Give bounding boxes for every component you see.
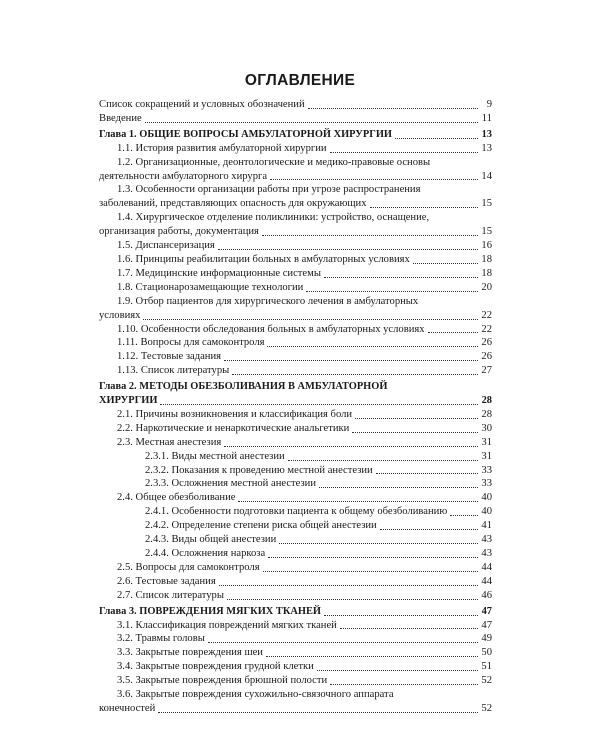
toc-entry-text: деятельности амбулаторного хирурга	[99, 170, 268, 182]
toc-entry-text: 2.6. Тестовые задания	[117, 575, 216, 587]
toc-page-number: 13	[481, 128, 492, 140]
toc-page-number: 13	[481, 142, 492, 154]
toc-entry-text: 3.6. Закрытые повреждения сухожильно-связочного аппарата	[117, 689, 394, 701]
toc-entry[interactable]	[99, 336, 492, 350]
toc-chapter-entry[interactable]	[99, 128, 492, 142]
toc-page-number: 47	[481, 619, 492, 631]
toc-entry[interactable]	[99, 239, 492, 253]
toc-leader-dots	[143, 319, 478, 320]
toc-page-number: 51	[481, 661, 492, 673]
toc-entry-text: 2.4.3. Виды общей анестезии	[145, 534, 277, 546]
toc-leader-dots	[208, 642, 478, 643]
toc-page-number: 26	[481, 337, 492, 349]
toc-leader-dots	[352, 432, 478, 433]
toc-leader-dots	[279, 543, 478, 544]
toc-leader-dots	[227, 599, 478, 600]
toc-entry-text: 1.8. Стационарозамещающие технологии	[117, 281, 304, 293]
toc-page-number: 43	[481, 534, 492, 546]
toc-entry[interactable]	[99, 575, 492, 589]
toc-page-number: 33	[481, 478, 492, 490]
toc-entry[interactable]	[99, 295, 492, 309]
toc-entry-text: Глава 3. ПОВРЕЖДЕНИЯ МЯГКИХ ТКАНЕЙ	[99, 605, 321, 617]
toc-leader-dots	[308, 108, 478, 109]
toc-leader-dots	[267, 346, 478, 347]
toc-leader-dots	[395, 138, 478, 139]
toc-page-number: 28	[481, 395, 492, 407]
toc-entry[interactable]	[99, 281, 492, 295]
toc-leader-dots	[413, 263, 478, 264]
toc-entry-text: 2.3. Местная анестезия	[117, 436, 222, 448]
toc-leader-dots	[450, 515, 478, 516]
toc-page-number: 47	[481, 605, 492, 617]
toc-entry-text: 1.1. История развития амбулаторной хирургии	[117, 142, 327, 154]
toc-leader-dots	[232, 374, 478, 375]
toc-entry-text: 2.4.4. Осложнения наркоза	[145, 548, 266, 559]
toc-entry-text: 1.10. Особенности обследования больных в амбулаторных условиях	[117, 323, 425, 335]
toc-leader-dots	[263, 571, 478, 572]
toc-entry[interactable]	[99, 156, 492, 170]
toc-leader-dots	[218, 249, 478, 250]
toc-page-number: 46	[481, 589, 492, 601]
toc-entry[interactable]	[99, 519, 492, 533]
toc-page-number: 44	[481, 575, 492, 587]
toc-page-number: 52	[481, 702, 492, 714]
toc-entry[interactable]	[99, 112, 492, 126]
toc-entry-text: 2.1. Причины возникновения и классификация боли	[117, 408, 353, 420]
table-of-contents	[99, 98, 492, 716]
toc-leader-dots	[370, 207, 478, 208]
page-title: ОГЛАВЛЕНИЕ	[244, 72, 356, 89]
toc-entry-text: 2.4.2. Определение степени риска общей анестезии	[145, 520, 377, 532]
toc-page-number: 22	[481, 309, 492, 321]
toc-page-number: 52	[481, 675, 492, 687]
toc-leader-dots	[317, 670, 478, 671]
toc-chapter-entry[interactable]	[99, 605, 492, 619]
toc-leader-dots	[324, 615, 478, 616]
toc-leader-dots	[324, 277, 478, 278]
toc-entry[interactable]	[99, 323, 492, 337]
toc-entry[interactable]	[99, 464, 492, 478]
toc-entry[interactable]	[99, 619, 492, 633]
toc-entry[interactable]	[99, 674, 492, 688]
toc-entry[interactable]	[99, 477, 492, 491]
toc-entry[interactable]	[99, 170, 492, 184]
toc-entry-text: 1.3. Особенности организации работы при угрозе распространения	[117, 184, 421, 196]
toc-entry[interactable]	[99, 183, 492, 197]
toc-leader-dots	[224, 446, 478, 447]
toc-leader-dots	[219, 585, 478, 586]
toc-page-number: 33	[481, 464, 492, 476]
toc-entry[interactable]	[99, 450, 492, 464]
toc-entry[interactable]	[99, 533, 492, 547]
toc-entry-text: 1.7. Медицинские информационные системы	[117, 267, 321, 279]
toc-entry[interactable]	[99, 436, 492, 450]
toc-page-number: 18	[481, 253, 492, 265]
toc-entry[interactable]	[99, 561, 492, 575]
toc-page-number: 22	[481, 323, 492, 335]
toc-entry[interactable]	[99, 350, 492, 364]
toc-page-number: 27	[481, 365, 492, 377]
toc-page-number: 20	[481, 281, 492, 293]
toc-leader-dots	[319, 487, 478, 488]
toc-page-number: 9	[486, 99, 492, 110]
toc-page-number: 40	[481, 492, 492, 504]
toc-entry[interactable]	[99, 632, 492, 646]
toc-leader-dots	[224, 360, 478, 361]
toc-entry-text: 1.13. Список литературы	[117, 365, 230, 377]
toc-leader-dots	[380, 529, 478, 530]
toc-entry-text: Введение	[99, 112, 142, 124]
toc-page-number: 18	[481, 267, 492, 279]
toc-chapter-entry[interactable]	[99, 394, 492, 408]
toc-chapter-entry[interactable]	[99, 380, 492, 394]
toc-entry-text: 1.4. Хирургическое отделение поликлиники: устройство, оснащение,	[117, 212, 430, 224]
toc-entry-text: 2.3.2. Показания к проведению местной анестезии	[145, 464, 373, 476]
toc-page-number: 31	[481, 450, 492, 462]
toc-entry[interactable]	[99, 688, 492, 702]
toc-leader-dots	[330, 684, 478, 685]
toc-leader-dots	[330, 152, 478, 153]
toc-entry-text: 1.6. Принципы реабилитации больных в амбулаторных условиях	[117, 253, 410, 265]
toc-leader-dots	[160, 404, 478, 405]
toc-entry-text: ХИРУРГИИ	[99, 395, 158, 407]
toc-entry-text: Список сокращений и условных обозначений	[99, 99, 305, 110]
toc-leader-dots	[340, 628, 478, 629]
toc-entry[interactable]	[99, 702, 492, 716]
toc-leader-dots	[266, 656, 478, 657]
toc-entry-text: 3.5. Закрытые повреждения брюшной полости	[117, 675, 328, 687]
toc-entry[interactable]	[99, 142, 492, 156]
toc-leader-dots	[158, 712, 478, 713]
toc-page-number: 16	[481, 240, 492, 252]
toc-page-number: 26	[481, 351, 492, 363]
toc-entry-text: 2.4. Общее обезболивание	[117, 492, 236, 504]
toc-entry[interactable]	[99, 267, 492, 281]
toc-page-number: 50	[481, 647, 492, 659]
toc-leader-dots	[306, 291, 478, 292]
toc-entry-text: 2.3.1. Виды местной анестезии	[145, 450, 285, 462]
toc-entry-text: 2.7. Список литературы	[117, 589, 224, 601]
toc-entry[interactable]	[99, 309, 492, 323]
toc-entry-text: Глава 2. МЕТОДЫ ОБЕЗБОЛИВАНИЯ В АМБУЛАТОРНОЙ	[99, 381, 388, 393]
toc-entry-text: условиях	[99, 309, 141, 321]
toc-entry-text: 1.2. Организационные, деонтологические и медико-правовые основы	[117, 156, 431, 168]
toc-page-number: 44	[481, 561, 492, 573]
toc-entry[interactable]	[99, 589, 492, 603]
toc-page-number: 40	[481, 506, 492, 518]
toc-entry[interactable]	[99, 547, 492, 561]
toc-entry-text: 1.12. Тестовые задания	[117, 351, 222, 363]
toc-entry-text: 2.2. Наркотические и ненаркотические анальгетики	[117, 422, 350, 434]
toc-entry[interactable]	[99, 660, 492, 674]
toc-entry[interactable]	[99, 505, 492, 519]
toc-page-number: 43	[481, 548, 492, 559]
toc-leader-dots	[376, 473, 478, 474]
toc-leader-dots	[428, 332, 478, 333]
toc-entry-text: 3.2. Травмы головы	[117, 633, 205, 645]
toc-page-number: 11	[481, 112, 492, 124]
toc-leader-dots	[268, 557, 478, 558]
toc-entry[interactable]	[99, 197, 492, 211]
toc-leader-dots	[270, 179, 478, 180]
toc-entry-text: 1.11. Вопросы для самоконтроля	[117, 337, 265, 349]
toc-leader-dots	[355, 418, 478, 419]
toc-page-number: 28	[481, 408, 492, 420]
toc-entry-text: 2.5. Вопросы для самоконтроля	[117, 561, 260, 573]
toc-entry-text: 2.4.1. Особенности подготовки пациента к общему обезболиванию	[145, 506, 448, 518]
toc-entry-text: 3.3. Закрытые повреждения шеи	[117, 647, 263, 659]
toc-entry[interactable]	[99, 253, 492, 267]
toc-entry[interactable]	[99, 646, 492, 660]
toc-entry[interactable]	[99, 408, 492, 422]
toc-entry-text: организация работы, документация	[99, 226, 259, 238]
toc-entry-text: заболеваний, представляющих опасность для окружающих	[99, 198, 367, 210]
toc-leader-dots	[288, 460, 478, 461]
toc-entry-text: конечностей	[99, 702, 156, 714]
toc-entry[interactable]	[99, 364, 492, 378]
toc-entry-text: 3.4. Закрытые повреждения грудной клетки	[117, 661, 314, 673]
toc-entry-text: 1.5. Диспансеризация	[117, 240, 215, 252]
toc-entry-text: 3.1. Классификация повреждений мягких тканей	[117, 619, 337, 631]
toc-page-number: 30	[481, 422, 492, 434]
toc-page-number: 31	[481, 436, 492, 448]
toc-entry-text: 2.3.3. Осложнения местной анестезии	[145, 478, 317, 490]
toc-entry[interactable]	[99, 422, 492, 436]
toc-entry-text: Глава 1. ОБЩИЕ ВОПРОСЫ АМБУЛАТОРНОЙ ХИРУРГИИ	[99, 128, 393, 140]
toc-page-number: 15	[481, 226, 492, 238]
toc-page-number: 49	[481, 633, 492, 645]
toc-entry[interactable]	[99, 98, 492, 112]
toc-entry[interactable]	[99, 225, 492, 239]
toc-entry[interactable]	[99, 491, 492, 505]
toc-page-number: 41	[481, 520, 492, 532]
toc-leader-dots	[145, 122, 478, 123]
toc-entry-text: 1.9. Отбор пациентов для хирургического лечения в амбулаторных	[117, 295, 419, 307]
toc-page-number: 14	[481, 170, 492, 182]
toc-entry[interactable]	[99, 211, 492, 225]
toc-leader-dots	[262, 235, 478, 236]
toc-page-number: 15	[481, 198, 492, 210]
toc-leader-dots	[238, 501, 478, 502]
